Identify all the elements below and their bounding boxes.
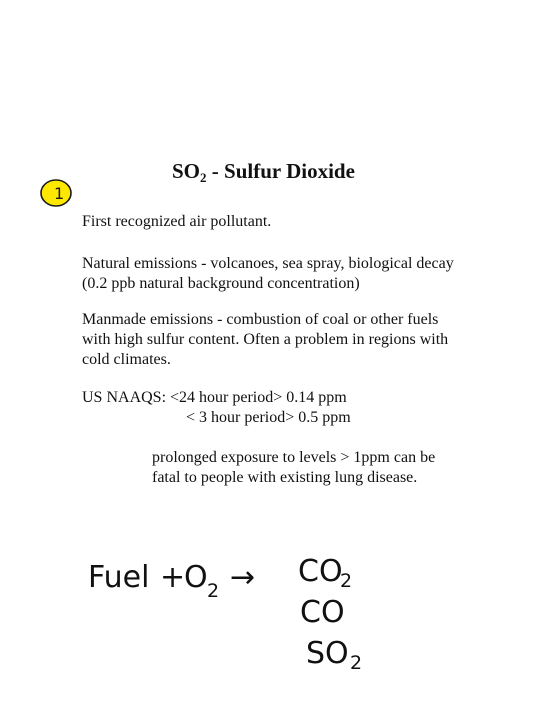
natural-emissions-line-1: Natural emissions - volcanoes, sea spray, biological decay <box>82 255 454 272</box>
hw-reactant: Fuel <box>88 560 150 595</box>
title-formula: SO <box>172 159 201 183</box>
exposure-line-2: fatal to people with existing lung disease. <box>152 469 418 486</box>
handwritten-reaction <box>80 545 400 685</box>
intro-line: First recognized air pollutant. <box>82 213 272 230</box>
marker-label: 1 <box>54 184 65 203</box>
manmade-emissions-line-3: cold climates. <box>82 351 171 368</box>
manmade-emissions-line-2: with high sulfur content. Often a problem in regions with <box>82 331 449 348</box>
natural-emissions-line-2: (0.2 ppb natural background concentration) <box>82 275 360 292</box>
exposure-note <box>152 448 435 488</box>
hw-product-1-sub: 2 <box>340 570 353 592</box>
title-subscript: 2 <box>200 170 207 185</box>
naaqs-line-2: < 3 hour period> 0.5 ppm <box>186 409 351 426</box>
hw-product-2: CO <box>300 595 345 630</box>
hw-product-1: CO <box>298 554 343 589</box>
manmade-emissions-paragraph <box>82 310 448 370</box>
hw-oxygen-sub: 2 <box>207 580 220 602</box>
manmade-emissions-line-1: Manmade emissions - combustion of coal or other fuels <box>82 311 439 328</box>
circled-number-marker <box>38 176 74 210</box>
naaqs-line-1: US NAAQS: <24 hour period> 0.14 ppm <box>82 389 347 406</box>
hw-oxygen: O <box>184 560 208 595</box>
hw-product-3: SO <box>306 636 349 671</box>
hw-product-3-sub: 2 <box>350 652 363 674</box>
page-title <box>172 159 355 184</box>
hw-arrow: → <box>230 560 256 595</box>
title-name: - Sulfur Dioxide <box>206 159 355 183</box>
exposure-line-1: prolonged exposure to levels > 1ppm can be <box>152 449 436 466</box>
natural-emissions-paragraph <box>82 254 454 294</box>
hw-plus: + <box>160 560 186 595</box>
